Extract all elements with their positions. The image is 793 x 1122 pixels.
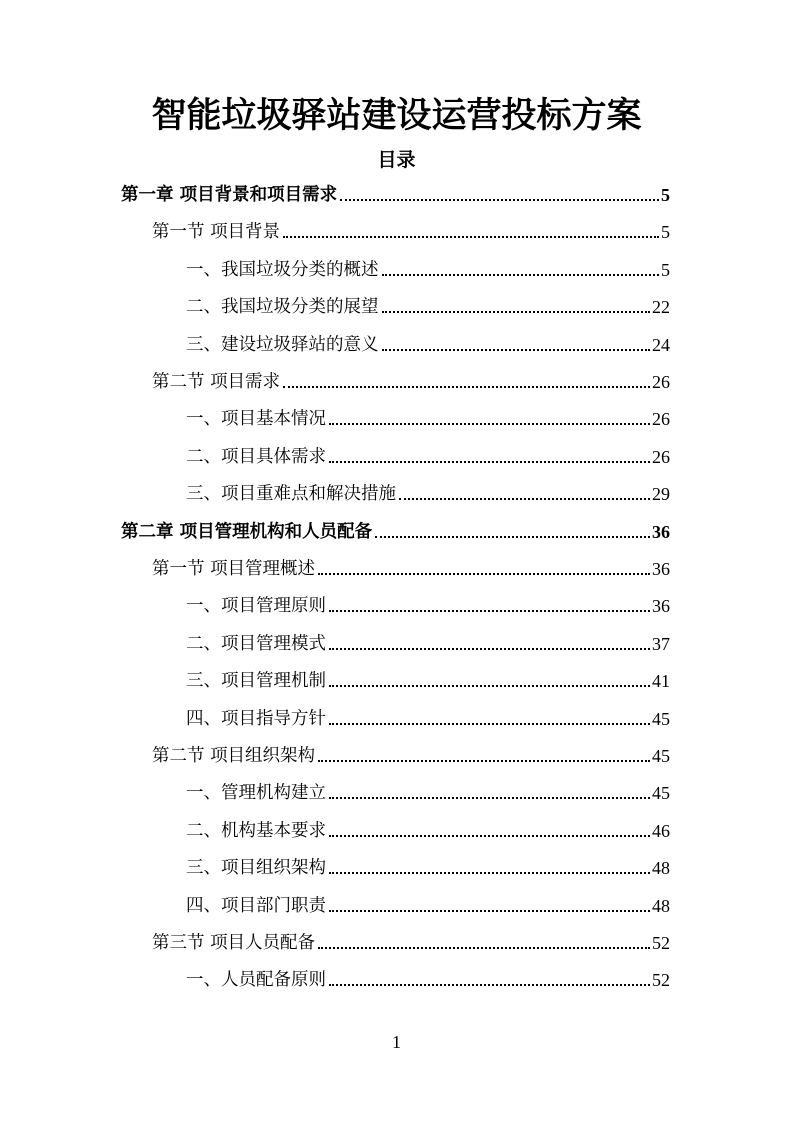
toc-entry-label: 二、项目具体需求 (186, 446, 326, 467)
toc-item[interactable] (186, 891, 670, 917)
dot-leader (375, 536, 650, 538)
toc-entry-label: 第一节 项目背景 (152, 222, 281, 243)
toc-entry-label: 二、我国垃圾分类的展望 (186, 297, 379, 318)
toc-entry-page: 45 (652, 708, 670, 729)
toc-section[interactable] (152, 217, 670, 243)
toc-section[interactable] (152, 367, 670, 393)
toc-chapter[interactable] (121, 180, 670, 206)
toc-item[interactable] (186, 666, 670, 692)
toc-entry-label: 三、项目管理机制 (186, 671, 326, 692)
toc-item[interactable] (186, 404, 670, 430)
dot-leader (329, 910, 650, 912)
toc-entry-page: 36 (652, 521, 670, 542)
toc-item[interactable] (186, 442, 670, 468)
toc-entry-page: 46 (652, 820, 670, 841)
toc-section[interactable] (152, 928, 670, 954)
toc-entry-page: 41 (652, 671, 670, 692)
toc-item[interactable] (186, 255, 670, 281)
dot-leader (329, 610, 650, 612)
toc-entry-label: 四、项目指导方针 (186, 708, 326, 729)
toc-section[interactable] (152, 741, 670, 767)
document-title: 智能垃圾驿站建设运营投标方案 (151, 96, 642, 136)
toc-entry-label: 一、管理机构建立 (186, 783, 326, 804)
dot-leader (329, 723, 650, 725)
dot-leader (329, 461, 650, 463)
toc-section[interactable] (152, 554, 670, 580)
toc-entry-label: 第二节 项目需求 (152, 372, 281, 392)
toc-item[interactable] (186, 591, 670, 617)
toc-entry-page: 48 (652, 858, 670, 879)
toc-entry-label: 一、项目基本情况 (186, 409, 326, 430)
toc-entry-page: 48 (652, 895, 670, 916)
dot-leader (329, 835, 650, 837)
dot-leader (329, 984, 650, 986)
toc-entry-label: 二、机构基本要求 (186, 820, 326, 841)
toc-entry-page: 26 (652, 446, 670, 467)
dot-leader (318, 947, 650, 949)
toc-entry-page: 45 (652, 783, 670, 804)
toc-entry-page: 45 (652, 746, 670, 766)
toc-entry-page: 52 (652, 933, 670, 953)
dot-leader (329, 423, 650, 425)
toc-chapter[interactable] (121, 517, 670, 543)
toc-entry-page: 5 (661, 185, 670, 205)
dot-leader (329, 797, 650, 799)
toc-item[interactable] (186, 704, 670, 730)
toc-item[interactable] (186, 853, 670, 879)
dot-leader (382, 311, 651, 313)
dot-leader (382, 349, 651, 351)
toc-item[interactable] (186, 965, 670, 991)
dot-leader (329, 648, 650, 650)
page-number: 1 (392, 1032, 401, 1052)
toc-entry-page: 5 (661, 259, 670, 280)
toc-item[interactable] (186, 629, 670, 655)
toc-entry-page: 36 (652, 596, 670, 617)
toc-entry-label: 三、项目重难点和解决措施 (186, 484, 396, 505)
toc-entry-page: 22 (652, 297, 670, 318)
toc-entry-page: 52 (652, 970, 670, 991)
toc-item[interactable] (186, 479, 670, 505)
dot-leader (283, 236, 659, 238)
dot-leader (329, 872, 650, 874)
toc-entry-page: 26 (652, 372, 670, 392)
toc-entry-label: 三、项目组织架构 (186, 858, 326, 879)
toc-item[interactable] (186, 330, 670, 356)
toc-entry-label: 一、人员配备原则 (186, 970, 326, 991)
toc-entry-page: 26 (652, 409, 670, 430)
dot-leader (283, 386, 650, 388)
toc-item[interactable] (186, 292, 670, 318)
toc-entry-label: 一、我国垃圾分类的概述 (186, 259, 379, 280)
toc-entry-label: 第一章 项目背景和项目需求 (121, 185, 338, 205)
toc-entry-page: 37 (652, 633, 670, 654)
toc-entry-page: 5 (661, 222, 670, 243)
dot-leader (318, 760, 650, 762)
toc-item[interactable] (186, 816, 670, 842)
toc-entry-label: 一、项目管理原则 (186, 596, 326, 617)
dot-leader (329, 685, 650, 687)
toc-heading: 目录 (377, 149, 416, 171)
dot-leader (318, 573, 650, 575)
toc-entry-label: 四、项目部门职责 (186, 895, 326, 916)
toc-entry-page: 29 (652, 484, 670, 505)
toc-entry-label: 第三节 项目人员配备 (152, 933, 316, 953)
toc-entry-label: 三、建设垃圾驿站的意义 (186, 334, 379, 355)
toc-item[interactable] (186, 778, 670, 804)
dot-leader (399, 498, 650, 500)
toc-entry-label: 二、项目管理模式 (186, 633, 326, 654)
toc-entry-label: 第二节 项目组织架构 (152, 746, 316, 766)
dot-leader (382, 274, 660, 276)
toc-entry-label: 第一节 项目管理概述 (152, 559, 316, 579)
toc-entry-page: 24 (652, 334, 670, 355)
toc-entry-page: 36 (652, 559, 670, 579)
dot-leader (340, 199, 659, 201)
toc-entry-label: 第二章 项目管理机构和人员配备 (121, 521, 373, 542)
